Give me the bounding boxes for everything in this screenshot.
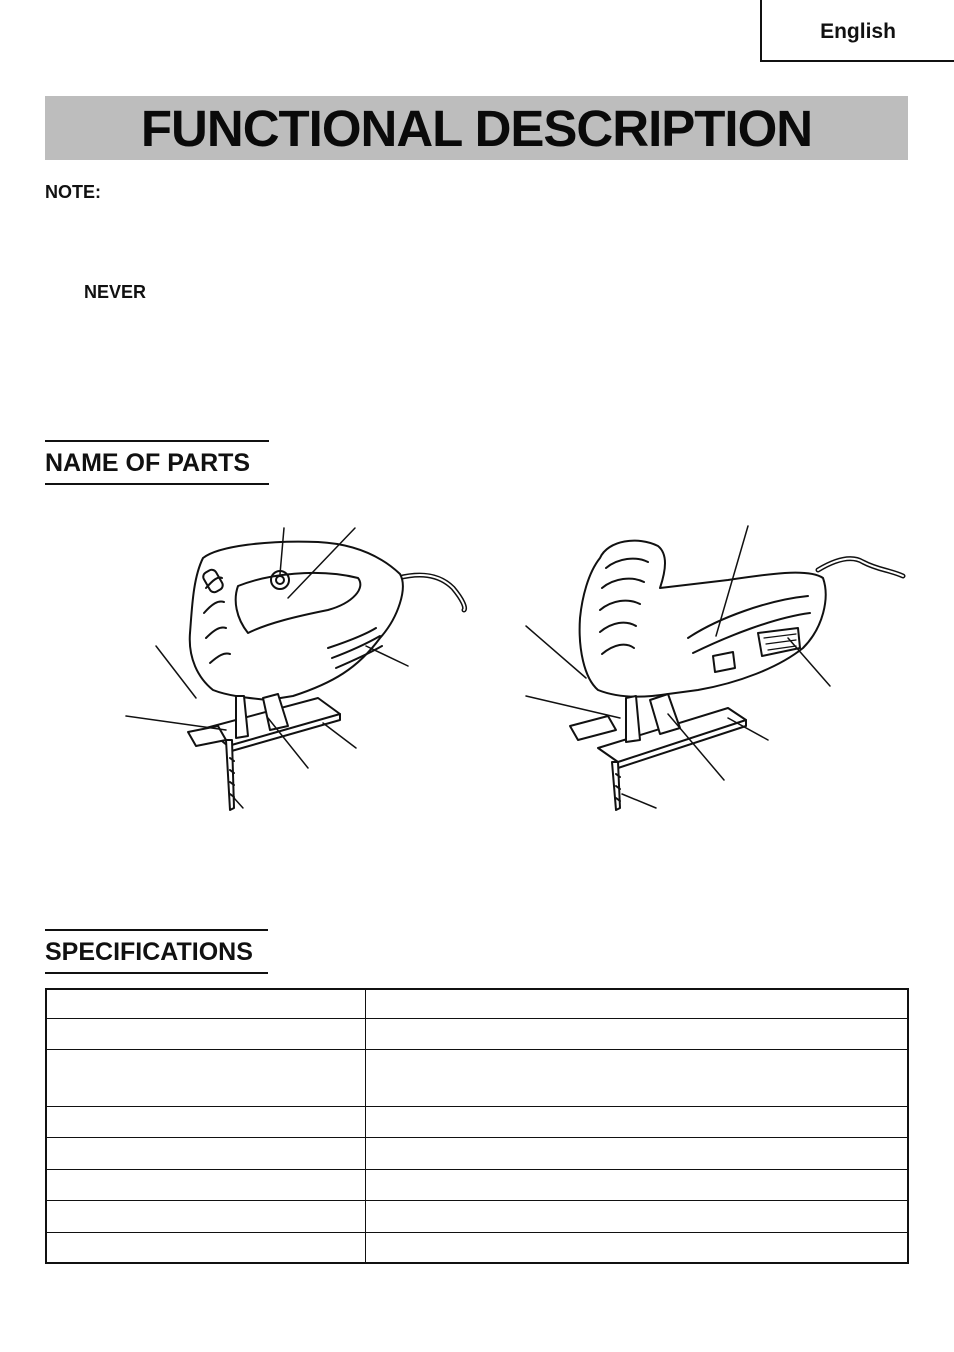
table-cell [46, 1232, 366, 1263]
language-tab [760, 0, 954, 62]
never-label: NEVER [84, 282, 147, 302]
table-row [46, 1106, 908, 1137]
table-cell [366, 1018, 909, 1049]
page-title-bar [45, 96, 908, 160]
page-title: FUNCTIONAL DESCRIPTION [140, 99, 813, 157]
section-heading-specifications: SPECIFICATIONS [45, 929, 268, 974]
table-cell [366, 1232, 909, 1263]
table-cell [46, 1018, 366, 1049]
table-row [46, 989, 908, 1018]
table-row [46, 1018, 908, 1049]
table-cell [46, 1049, 366, 1106]
table-cell [366, 1106, 909, 1137]
table-cell [366, 1200, 909, 1232]
jigsaw-right-view-illustration [518, 518, 918, 818]
table-row [46, 1049, 908, 1106]
table-cell [46, 1137, 366, 1169]
table-cell [366, 1169, 909, 1200]
table-cell [46, 1169, 366, 1200]
table-cell [46, 1200, 366, 1232]
section-heading-name-of-parts: NAME OF PARTS [45, 440, 269, 485]
table-row [46, 1137, 908, 1169]
table-cell [366, 1137, 909, 1169]
jigsaw-left-view-illustration [118, 518, 478, 818]
table-row [46, 1169, 908, 1200]
table-row [46, 1232, 908, 1263]
table-cell [46, 989, 366, 1018]
specifications-table [45, 988, 909, 1264]
table-cell [366, 1049, 909, 1106]
table-cell [366, 989, 909, 1018]
language-label: English [820, 20, 896, 43]
note-label: NOTE: [45, 182, 101, 202]
table-row [46, 1200, 908, 1232]
table-cell [46, 1106, 366, 1137]
